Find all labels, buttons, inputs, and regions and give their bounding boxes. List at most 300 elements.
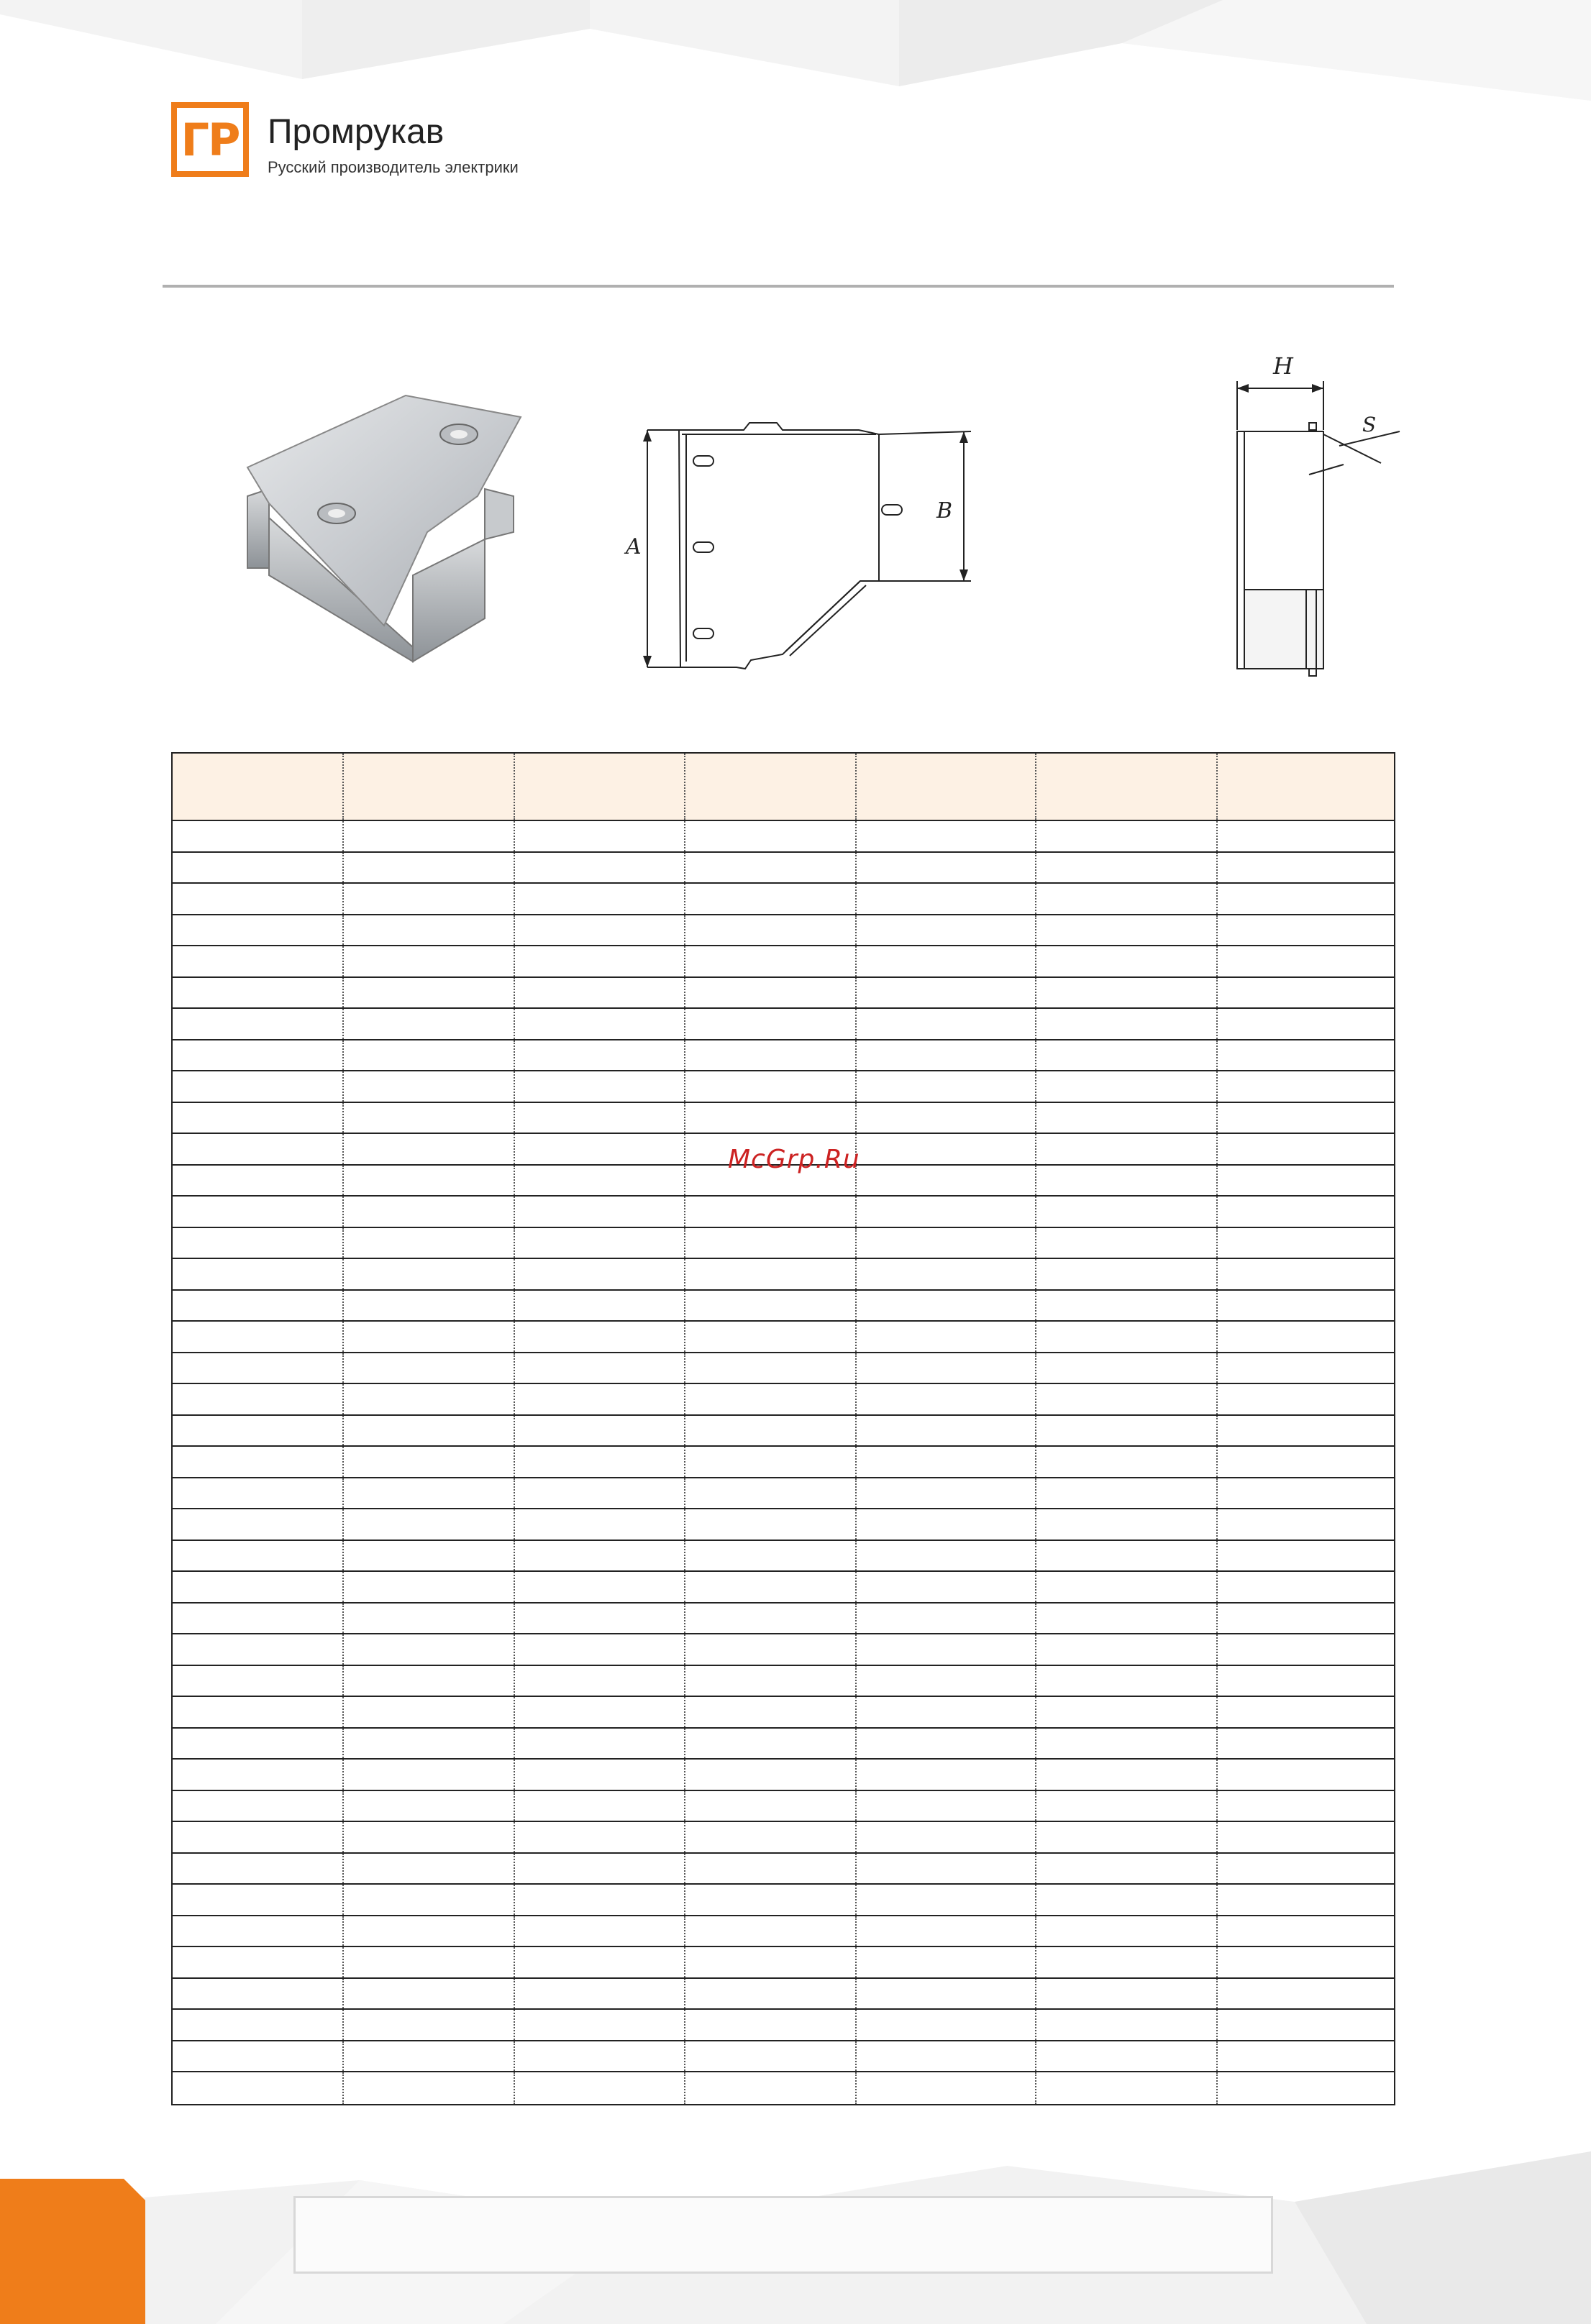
table-cell (857, 1447, 1036, 1477)
table-cell (515, 1729, 685, 1759)
table-cell (344, 1322, 515, 1352)
table-cell (344, 1134, 515, 1164)
table-cell (515, 1040, 685, 1071)
table-cell (857, 1509, 1036, 1540)
table-cell (685, 1697, 857, 1727)
header-cell (857, 754, 1036, 820)
table-cell (344, 1291, 515, 1321)
table-cell (857, 853, 1036, 883)
table-cell (344, 1854, 515, 1884)
table-row (173, 1666, 1394, 1698)
table-cell (344, 1103, 515, 1133)
table-cell (515, 1509, 685, 1540)
table-cell (344, 1729, 515, 1759)
table-cell (685, 1509, 857, 1540)
table-cell (857, 2010, 1036, 2040)
table-cell (857, 1228, 1036, 1258)
table-cell (173, 1009, 344, 1039)
table-cell (173, 1666, 344, 1696)
table-cell (857, 1854, 1036, 1884)
header-cell (1218, 754, 1394, 820)
table-cell (173, 1447, 344, 1477)
table-cell (515, 1071, 685, 1102)
table-cell (685, 821, 857, 851)
table-cell (173, 1478, 344, 1509)
table-cell (515, 1478, 685, 1509)
table-cell (685, 1760, 857, 1790)
table-cell (1036, 1259, 1218, 1289)
table-row (173, 1760, 1394, 1791)
table-cell (1218, 1572, 1394, 1602)
table-cell (1218, 1854, 1394, 1884)
watermark: McGrp.Ru (728, 1145, 860, 1174)
table-cell (515, 946, 685, 976)
table-cell (857, 946, 1036, 976)
table-cell (344, 1197, 515, 1227)
table-cell (1036, 1509, 1218, 1540)
table-cell (173, 915, 344, 946)
table-cell (1036, 978, 1218, 1008)
table-row (173, 1791, 1394, 1823)
table-cell (344, 1447, 515, 1477)
table-cell (1218, 1634, 1394, 1665)
table-cell (515, 1166, 685, 1196)
table-cell (515, 1197, 685, 1227)
table-cell (1036, 1197, 1218, 1227)
table-cell (1036, 1822, 1218, 1852)
table-cell (685, 1916, 857, 1946)
table-cell (1218, 1134, 1394, 1164)
table-cell (1218, 1697, 1394, 1727)
table-cell (173, 1854, 344, 1884)
table-cell (515, 1666, 685, 1696)
table-cell (1218, 1291, 1394, 1321)
table-cell (515, 1353, 685, 1383)
table-cell (1036, 1009, 1218, 1039)
table-cell (515, 978, 685, 1008)
table-cell (173, 2041, 344, 2072)
table-row (173, 1509, 1394, 1541)
table-cell (1218, 2010, 1394, 2040)
header-cell (1036, 754, 1218, 820)
table-cell (685, 1009, 857, 1039)
table-cell (173, 1197, 344, 1227)
table-cell (857, 915, 1036, 946)
table-cell (857, 1009, 1036, 1039)
table-row (173, 1947, 1394, 1979)
table-cell (857, 1979, 1036, 2009)
table-cell (515, 1947, 685, 1977)
table-row (173, 1259, 1394, 1291)
table-cell (685, 884, 857, 914)
table-cell (1036, 2010, 1218, 2040)
table-cell (1218, 1604, 1394, 1634)
table-cell (344, 1604, 515, 1634)
table-cell (173, 1040, 344, 1071)
table-cell (685, 853, 857, 883)
table-cell (173, 1572, 344, 1602)
table-cell (685, 1729, 857, 1759)
table-row (173, 1353, 1394, 1385)
table-cell (1036, 2072, 1218, 2104)
brand-logo-mark: ГР (181, 113, 240, 166)
table-cell (515, 1697, 685, 1727)
table-cell (1036, 1353, 1218, 1383)
header-cell (515, 754, 685, 820)
table-cell (1036, 1103, 1218, 1133)
table-cell (1218, 946, 1394, 976)
table-cell (1218, 915, 1394, 946)
table-cell (515, 1009, 685, 1039)
table-cell (515, 853, 685, 883)
table-cell (685, 1947, 857, 1977)
table-cell (685, 1071, 857, 1102)
dimension-h-label: H (1273, 352, 1293, 380)
table-cell (173, 1322, 344, 1352)
table-cell (1036, 1228, 1218, 1258)
header-divider (163, 285, 1394, 288)
table-cell (515, 1416, 685, 1446)
product-photo (240, 388, 542, 669)
table-row (173, 853, 1394, 884)
table-cell (1218, 884, 1394, 914)
table-cell (1218, 1103, 1394, 1133)
table-cell (685, 1259, 857, 1289)
table-cell (1036, 1916, 1218, 1946)
table-cell (344, 1634, 515, 1665)
table-cell (515, 2041, 685, 2072)
table-cell (1218, 1947, 1394, 1977)
table-cell (1036, 1604, 1218, 1634)
table-cell (344, 1040, 515, 1071)
table-cell (1036, 1541, 1218, 1571)
table-body (173, 821, 1394, 2104)
dimension-s-label: S (1362, 413, 1377, 436)
table-cell (344, 1697, 515, 1727)
table-cell (344, 946, 515, 976)
table-cell (173, 1729, 344, 1759)
footer-panel (293, 2196, 1273, 2274)
table-cell (857, 1103, 1036, 1133)
table-cell (857, 2072, 1036, 2104)
table-row (173, 2041, 1394, 2073)
table-cell (1036, 1634, 1218, 1665)
table-cell (344, 1822, 515, 1852)
table-cell (515, 1541, 685, 1571)
table-cell (857, 978, 1036, 1008)
table-cell (1036, 1291, 1218, 1321)
table-cell (173, 1634, 344, 1665)
header-cell (344, 754, 515, 820)
table-row (173, 1634, 1394, 1666)
table-cell (344, 915, 515, 946)
table-cell (857, 1322, 1036, 1352)
table-cell (685, 1353, 857, 1383)
table-cell (857, 1071, 1036, 1102)
table-row (173, 2010, 1394, 2041)
table-cell (515, 821, 685, 851)
table-cell (685, 1634, 857, 1665)
table-cell (1218, 1916, 1394, 1946)
table-cell (1036, 1447, 1218, 1477)
table-cell (1036, 1791, 1218, 1821)
table-cell (515, 2072, 685, 2104)
table-row (173, 1291, 1394, 1322)
table-cell (857, 1822, 1036, 1852)
table-cell (344, 1541, 515, 1571)
table-cell (515, 1134, 685, 1164)
table-cell (344, 1228, 515, 1258)
table-cell (1218, 1353, 1394, 1383)
table-cell (344, 1416, 515, 1446)
table-cell (1218, 1791, 1394, 1821)
table-row (173, 821, 1394, 853)
table-cell (1036, 1071, 1218, 1102)
table-cell (515, 1634, 685, 1665)
table-cell (857, 1729, 1036, 1759)
table-cell (1218, 2072, 1394, 2104)
table-row (173, 946, 1394, 978)
table-cell (685, 1979, 857, 2009)
table-cell (173, 1947, 344, 1977)
table-cell (857, 1166, 1036, 1196)
table-cell (515, 1322, 685, 1352)
table-cell (1218, 1228, 1394, 1258)
table-cell (173, 946, 344, 976)
table-row (173, 884, 1394, 915)
table-row (173, 1071, 1394, 1103)
header-cell (685, 754, 857, 820)
table-cell (173, 1604, 344, 1634)
table-cell (1036, 946, 1218, 976)
table-cell (857, 1697, 1036, 1727)
table-row (173, 1040, 1394, 1072)
table-row (173, 1729, 1394, 1760)
table-cell (857, 1572, 1036, 1602)
table-cell (344, 2072, 515, 2104)
table-cell (515, 1760, 685, 1790)
table-cell (173, 1103, 344, 1133)
table-cell (344, 853, 515, 883)
table-cell (685, 1478, 857, 1509)
table-cell (515, 1822, 685, 1852)
table-cell (173, 1760, 344, 1790)
table-cell (857, 1040, 1036, 1071)
table-cell (344, 884, 515, 914)
table-cell (1218, 853, 1394, 883)
table-cell (1218, 1384, 1394, 1414)
table-header-row (173, 754, 1394, 821)
table-row (173, 1572, 1394, 1604)
table-cell (173, 1979, 344, 2009)
table-cell (173, 884, 344, 914)
table-cell (1218, 1166, 1394, 1196)
table-row (173, 1478, 1394, 1510)
table-row (173, 1979, 1394, 2010)
table-cell (1036, 1322, 1218, 1352)
table-row (173, 1541, 1394, 1573)
table-cell (1218, 1322, 1394, 1352)
table-cell (685, 1604, 857, 1634)
table-cell (173, 1509, 344, 1540)
table-cell (173, 1541, 344, 1571)
table-cell (685, 1447, 857, 1477)
table-cell (173, 2010, 344, 2040)
table-cell (685, 1572, 857, 1602)
table-cell (857, 1541, 1036, 1571)
table-cell (857, 1666, 1036, 1696)
table-cell (857, 884, 1036, 914)
table-cell (173, 821, 344, 851)
table-cell (685, 1822, 857, 1852)
table-cell (515, 1885, 685, 1915)
table-cell (857, 1791, 1036, 1821)
table-cell (1036, 1134, 1218, 1164)
table-cell (1218, 1447, 1394, 1477)
table-cell (173, 1071, 344, 1102)
table-row (173, 1416, 1394, 1447)
brand-tagline: Русский производитель электрики (268, 158, 519, 176)
table-cell (344, 1166, 515, 1196)
table-row (173, 1916, 1394, 1948)
table-cell (1218, 1541, 1394, 1571)
table-cell (1036, 1947, 1218, 1977)
table-cell (857, 1916, 1036, 1946)
table-cell (515, 1604, 685, 1634)
table-cell (685, 1291, 857, 1321)
table-cell (344, 1885, 515, 1915)
table-cell (173, 1166, 344, 1196)
table-cell (515, 1291, 685, 1321)
table-cell (1218, 821, 1394, 851)
brand-name: Промрукав (268, 113, 445, 151)
table-cell (1036, 1416, 1218, 1446)
table-cell (685, 2072, 857, 2104)
table-cell (515, 915, 685, 946)
table-row (173, 1197, 1394, 1228)
table-cell (515, 2010, 685, 2040)
spec-table (171, 752, 1395, 2105)
table-cell (1036, 1384, 1218, 1414)
table-cell (515, 1916, 685, 1946)
table-cell (857, 1384, 1036, 1414)
table-row (173, 1822, 1394, 1854)
table-cell (857, 1947, 1036, 1977)
table-cell (685, 1040, 857, 1071)
table-row (173, 1228, 1394, 1260)
table-cell (515, 1979, 685, 2009)
table-cell (1218, 1760, 1394, 1790)
table-row (173, 1447, 1394, 1478)
table-cell (857, 1134, 1036, 1164)
table-cell (685, 1541, 857, 1571)
table-cell (515, 1447, 685, 1477)
table-cell (344, 1071, 515, 1102)
table-cell (344, 1791, 515, 1821)
table-cell (173, 1697, 344, 1727)
table-row (173, 1384, 1394, 1416)
table-cell (857, 2041, 1036, 2072)
table-cell (344, 2010, 515, 2040)
table-cell (173, 1291, 344, 1321)
table-cell (1036, 1666, 1218, 1696)
table-row (173, 2072, 1394, 2104)
table-cell (1218, 1040, 1394, 1071)
table-cell (1218, 1666, 1394, 1696)
table-cell (1218, 978, 1394, 1008)
table-cell (857, 1197, 1036, 1227)
table-cell (173, 1916, 344, 1946)
table-cell (1036, 821, 1218, 851)
table-cell (857, 1259, 1036, 1289)
table-cell (515, 1854, 685, 1884)
table-cell (344, 2041, 515, 2072)
table-cell (344, 1009, 515, 1039)
table-cell (344, 1979, 515, 2009)
table-cell (1036, 1854, 1218, 1884)
table-cell (515, 884, 685, 914)
table-cell (1036, 1478, 1218, 1509)
table-cell (857, 1478, 1036, 1509)
table-cell (1036, 1760, 1218, 1790)
table-cell (1218, 1509, 1394, 1540)
table-cell (857, 1634, 1036, 1665)
table-row (173, 1604, 1394, 1635)
table-cell (344, 1353, 515, 1383)
table-cell (857, 1416, 1036, 1446)
table-cell (344, 1384, 515, 1414)
table-row (173, 1854, 1394, 1885)
table-cell (685, 1854, 857, 1884)
header-cell (173, 754, 344, 820)
table-cell (515, 1384, 685, 1414)
table-cell (685, 2010, 857, 2040)
table-cell (344, 821, 515, 851)
table-cell (344, 1916, 515, 1946)
table-cell (173, 1134, 344, 1164)
table-cell (685, 1228, 857, 1258)
table-cell (685, 978, 857, 1008)
table-cell (857, 821, 1036, 851)
table-cell (173, 1259, 344, 1289)
table-cell (344, 1259, 515, 1289)
table-cell (515, 1103, 685, 1133)
table-cell (1218, 2041, 1394, 2072)
table-cell (685, 1197, 857, 1227)
table-row (173, 1322, 1394, 1353)
table-row (173, 915, 1394, 947)
table-cell (857, 1604, 1036, 1634)
table-cell (1218, 1416, 1394, 1446)
table-cell (173, 978, 344, 1008)
table-cell (173, 1885, 344, 1915)
table-cell (344, 1666, 515, 1696)
table-cell (685, 1666, 857, 1696)
table-cell (515, 1259, 685, 1289)
table-cell (1218, 1478, 1394, 1509)
brand-logo (171, 102, 249, 177)
table-cell (515, 1791, 685, 1821)
table-cell (685, 1885, 857, 1915)
table-cell (1036, 1166, 1218, 1196)
table-cell (1036, 1697, 1218, 1727)
table-cell (685, 1416, 857, 1446)
table-cell (173, 1384, 344, 1414)
table-cell (344, 978, 515, 1008)
table-cell (1036, 884, 1218, 914)
table-row (173, 1885, 1394, 1916)
table-cell (1218, 1885, 1394, 1915)
